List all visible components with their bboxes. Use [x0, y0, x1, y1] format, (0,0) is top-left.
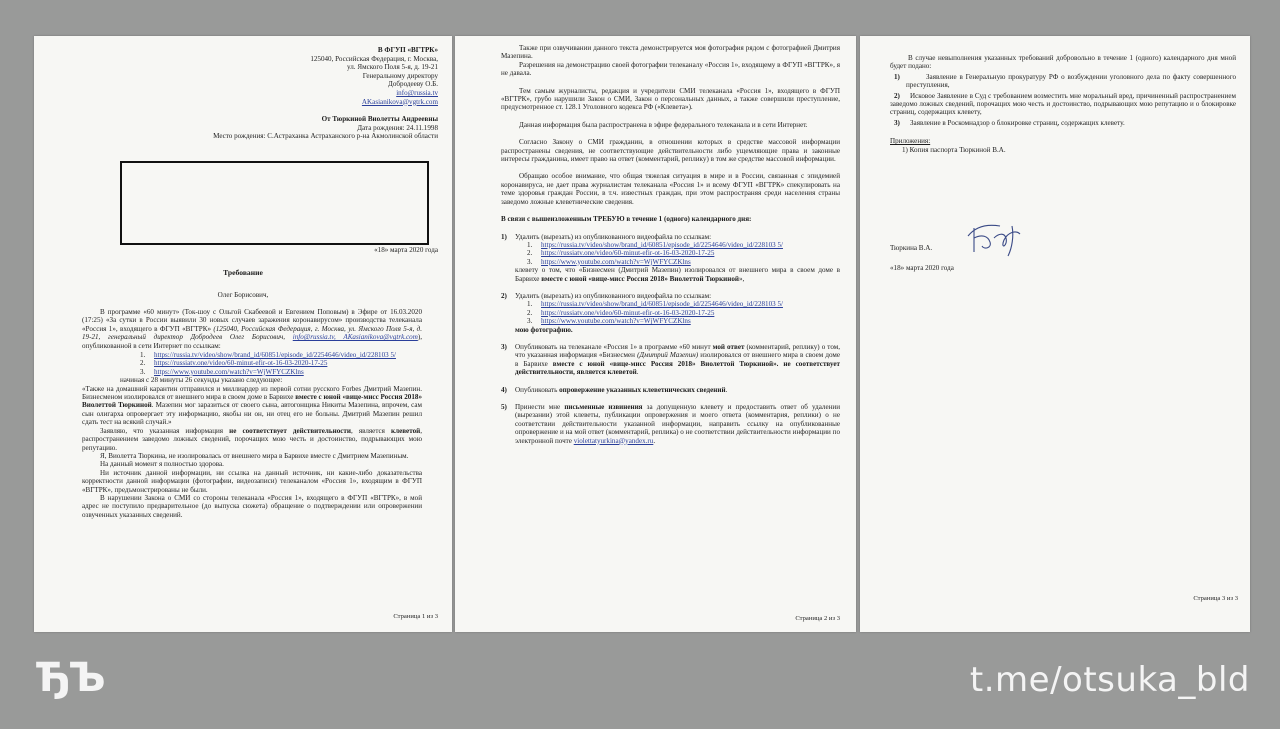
attachment-item: 1) Копия паспорта Тюркиной В.А. [902, 145, 1006, 154]
list-item: 1. https://russia.tv/video/show/brand_id/60851/episode_id/2254646/video_id/228103 5/ [140, 351, 396, 360]
sender-name: От Тюркиной Виолетты Андреевны [321, 115, 438, 124]
list-item: 3. https://www.youtube.com/watch?v=WjWFYCZKlns [527, 317, 691, 326]
addressee-address-2: ул. Ямского Поля 5-я, д. 19-21 [347, 63, 438, 72]
consequences-intro: В случае невыполнения указанных требований добровольно в течение 1 (одного) календарного дня мной будет подано: [890, 54, 1236, 71]
demand-item-5: 5) Принести мне письменные извинения за допущенную клевету и предоставить ответ об удалении (вырезании) этой клеветы, публикации опровержения и моего ответа (комментария, реплики) о не соответствии действительности указанной информации, направить ссылку на опубликованные опровержение и на мой ответ (комментарий, реплика) о не соответствии действительности информации по электронной почте violettatyurkina@yandex.ru. [501, 403, 840, 445]
signature-image [960, 216, 1030, 258]
video-link-2[interactable]: https://russiatv.one/video/60-minut-efir-ot-16-03-2020-17-25 [154, 359, 328, 368]
health-paragraph: На данный момент я полностью здорова. [100, 460, 224, 469]
signature-date: «18» марта 2020 года [890, 264, 954, 272]
list-item: 1) Заявление в Генеральную прокуратуру РФ о возбуждении уголовного дела по факту совершенного преступления, [894, 72, 1236, 90]
list-item: 2. https://russiatv.one/video/60-minut-efir-ot-16-03-2020-17-25 [527, 249, 715, 258]
letter-date: «18» марта 2020 года [374, 246, 438, 254]
list-item: 2. https://russiatv.one/video/60-minut-efir-ot-16-03-2020-17-25 [527, 308, 715, 317]
list-item: 1. https://russia.tv/video/show/brand_id/60851/episode_id/2254646/video_id/228103 5/ [527, 300, 783, 309]
source-paragraph: Ни источник данной информации, ни ссылка на данный источник, ни какие-либо доказательства корректности данной информации (фотографии, видеозаписи) телеканалом «Россия 1», входящим в ФГУП «ВГТРК», предъмонстрированы не были. [82, 468, 422, 494]
list-item: 1. https://russia.tv/video/show/brand_id/60851/episode_id/2254646/video_id/228103 5/ [527, 240, 783, 249]
timestamp-note: начиная с 28 минуты 26 секунды указано следующее: [120, 376, 283, 385]
channel-logo: ЂЪ [36, 655, 103, 701]
signer-name: Тюркина В.А. [890, 244, 933, 252]
addressee-email-2[interactable]: AKasianikova@vgtrk.com [361, 97, 438, 106]
addressee-block [213, 46, 438, 141]
demand-item-1: 1) Удалить (вырезать) из опубликованного видеофайла по ссылкам: 1. https://russia.tv/video/show/brand_id/60851/episode_id/2254646/video_id/228103 5/ 2. https://russiatv.one/video/60-minut-efir-ot-16-03-2020-17-25 3. https://www.youtube.com/watch?v=WjWFYCZKlns клевету о том, что «Бизнесмен (Дмитрий Мазепин) изолировался от внешнего мира в своем доме в Барвихе вместе с юной «вице-мисс Россия 2018» Виолеттой Тюркиной», [501, 232, 840, 283]
letter-title: Требование [223, 268, 263, 277]
law-paragraph: Согласно Закону о СМИ гражданин, в отношении которых в средстве массовой информации распространены сведения, не соответствующие действительности либо ущемляющие права и законные интересы гражданина, имеет право на ответ (комментарий, реплику) в том же средстве массовой информации. [501, 138, 840, 164]
list-item: 3. https://www.youtube.com/watch?v=WjWFYCZKlns [140, 367, 304, 376]
letter-greeting: Олег Борисович, [217, 291, 269, 299]
document-page-1 [34, 36, 452, 632]
video-link-3[interactable]: https://www.youtube.com/watch?v=WjWFYCZKlns [541, 257, 691, 266]
denial-paragraph: Я, Виолетта Тюркина, не изолировалась от внешнего мира в Барвихе вместе с Дмитрием Мазепиным. [100, 451, 409, 460]
page-2-body [501, 44, 840, 445]
consequences-list [890, 73, 1236, 127]
distribution-paragraph: Данная информация была распространена в эфире федерального телеканала и в сети Интернет. [519, 120, 808, 129]
video-link-1[interactable]: https://russia.tv/video/show/brand_id/60851/episode_id/2254646/video_id/228103 5/ [154, 351, 396, 360]
declaration-paragraph: Заявляю, что указанная информация не соответствует действительности, является клеветой, распространением заведомо ложных сведений, порочащих мою честь и достоинство, подрывающих мою репутацию. [82, 426, 423, 452]
video-link-3[interactable]: https://www.youtube.com/watch?v=WjWFYCZKlns [541, 317, 691, 326]
contact-email[interactable]: violettatyurkina@yandex.ru [573, 436, 654, 445]
link-list [82, 351, 422, 376]
sender-dob: Дата рождения: 24.11.1998 [357, 123, 438, 132]
page-number: Страница 3 из 3 [1193, 595, 1238, 602]
photo-paragraph: Также при озвучивании данного текста демонстрируется моя фотография рядом с фотографией Дмитрия Мазепина. [501, 44, 840, 61]
video-link-2[interactable]: https://russiatv.one/video/60-minut-efir-ot-16-03-2020-17-25 [541, 249, 715, 258]
addressee-position: Генеральному директору [362, 71, 438, 80]
violation-paragraph: В нарушении Закона о СМИ со стороны телеканала «Россия 1», входящего в ФГУП «ВГТРК», в мой адрес не поступило предварительное (до выпуска сюжета) обращение о подтверждении или опровержении озвученных указанных сведений. [82, 493, 422, 519]
page-3-body [890, 54, 1236, 154]
addressee-org: В ФГУП «ВГТРК» [377, 46, 438, 54]
video-link-2[interactable]: https://russiatv.one/video/60-minut-efir-ot-16-03-2020-17-25 [541, 308, 715, 317]
list-item: 2. https://russiatv.one/video/60-minut-efir-ot-16-03-2020-17-25 [140, 359, 328, 368]
video-link-1[interactable]: https://russia.tv/video/show/brand_id/60851/episode_id/2254646/video_id/228103 5/ [541, 300, 783, 309]
demand-heading: В связи с вышеизложенным ТРЕБУЮ в течение 1 (одного) календарного дня: [501, 215, 752, 224]
page-number: Страница 2 из 3 [795, 615, 840, 622]
list-item: 2) Исковое Заявление в Суд с требованием возместить мне моральный вред, причиненный распространением заведомо ложных сведений, порочащих мою честь и достоинство, подрывающих мою репутацию и о блокировке страниц, содержащих клевету, [890, 91, 1236, 117]
attention-paragraph: Обращаю особое внимание, что общая тяжелая ситуация в мире и в России, связанная с эпидемией коронавируса, не дает права журналистам телеканала «Россия 1» и всему ФГУП «ВГТРК» спекулировать на теме здоровья граждан России, в т.ч. известных граждан, при этом распространяя среди населения страны заведомо ложные клеветнические сведения. [501, 172, 840, 206]
video-link-3[interactable]: https://www.youtube.com/watch?v=WjWFYCZKlns [154, 367, 304, 376]
violation-paragraph: Тем самым журналисты, редакция и учредители СМИ телеканала «Россия 1», входящего в ФГУП «ВГТРК», грубо нарушили Закон о СМИ, Закон о персональных данных, а также совершили преступление, предусмотренное ст. 128.1 Уголовного кодекса РФ («Клевета»). [501, 86, 840, 112]
addressee-email-1[interactable]: info@russia.tv [396, 88, 438, 97]
addressee-name: Добродееву О.Б. [388, 80, 438, 89]
page-1-body [82, 308, 422, 519]
document-page-2 [455, 36, 856, 632]
list-item: 3. https://www.youtube.com/watch?v=WjWFYCZKlns [527, 257, 691, 266]
addressee-address-1: 125040, Российская Федерация, г. Москва, [310, 54, 438, 63]
channel-handle: t.me/otsuka_bld [969, 660, 1250, 700]
list-item: 3) Заявление в Роскомнадзор о блокировке страниц, содержащих клевету. [894, 118, 1125, 127]
attachments-title: Приложения: [890, 137, 931, 146]
intro-paragraph: В программе «60 минут» (Ток-шоу с Ольгой Скабеевой и Евгением Поповым) в Эфире от 16.03.2020 (17:25) «За сутки в России выявили 30 новых случаев заражения коронавирусом» производства телеканала «Россия 1», входящего в ФГУП «ВГТРК» (125040, Российская Федерация, г. Москва, ул. Ямского Поля 5-я, д. 19-21, генеральный директор Добродеев Олег Борисович, info@russia.tv, AKasianikova@vgtrk.com), опубликованной в сети Интернет по ссылкам: [82, 308, 423, 350]
redacted-box [120, 161, 429, 245]
sender-birthplace: Место рождения: С.Астраханка Астраханского р-на Акмолинской области [213, 132, 438, 141]
permission-paragraph: Разрешения на демонстрацию своей фотографии телеканалу «Россия 1», входящему в ФГУП «ВГТРК», я не давала. [501, 60, 840, 78]
quote-paragraph: «Также на домашний карантин отправился и миллиардер из первой сотни русского Forbes Дмитрий Мазепин. Бизнесменом изолировался от внешнего мира в своем доме в Барвихе вместе с юной «вице-мисс Россия 2018» Виолеттой Тюркиной. Мазепин мог заразиться от своего сына, автогонщика Никиты Мазепина, впрочем, сам сын олигарха опровергает эту информацию, якобы ни он, ни отец его не больны. Дмитрий Мазепин решил сдать тест на всякий случай.» [82, 384, 423, 427]
demand-item-4: 4) Опубликовать опровержение указанных клеветнических сведений. [501, 385, 728, 394]
document-page-3 [860, 36, 1250, 632]
demand-item-3: 3) Опубликовать на телеканале «Россия 1» в программе «60 минут мой ответ (комментарий, реплику) о том, что указанная информация «Бизнесмен (Дмитрий Мазепин) изолировался от внешнего мира в своем доме в Барвихе вместе с юной «вице-мисс Россия 2018» Виолеттой Тюркиной». не соответствует действительности, является клеветой. [501, 342, 840, 377]
video-link-1[interactable]: https://russia.tv/video/show/brand_id/60851/episode_id/2254646/video_id/228103 5/ [541, 240, 783, 249]
page-number: Страница 1 из 3 [393, 613, 438, 620]
demand-item-2: 2) Удалить (вырезать) из опубликованного видеофайла по ссылкам: 1. https://russia.tv/video/show/brand_id/60851/episode_id/2254646/video_id/228103 5/ 2. https://russiatv.one/video/60-minut-efir-ot-16-03-2020-17-25 3. https://www.youtube.com/watch?v=WjWFYCZKlns мою фотографию. [501, 292, 840, 334]
